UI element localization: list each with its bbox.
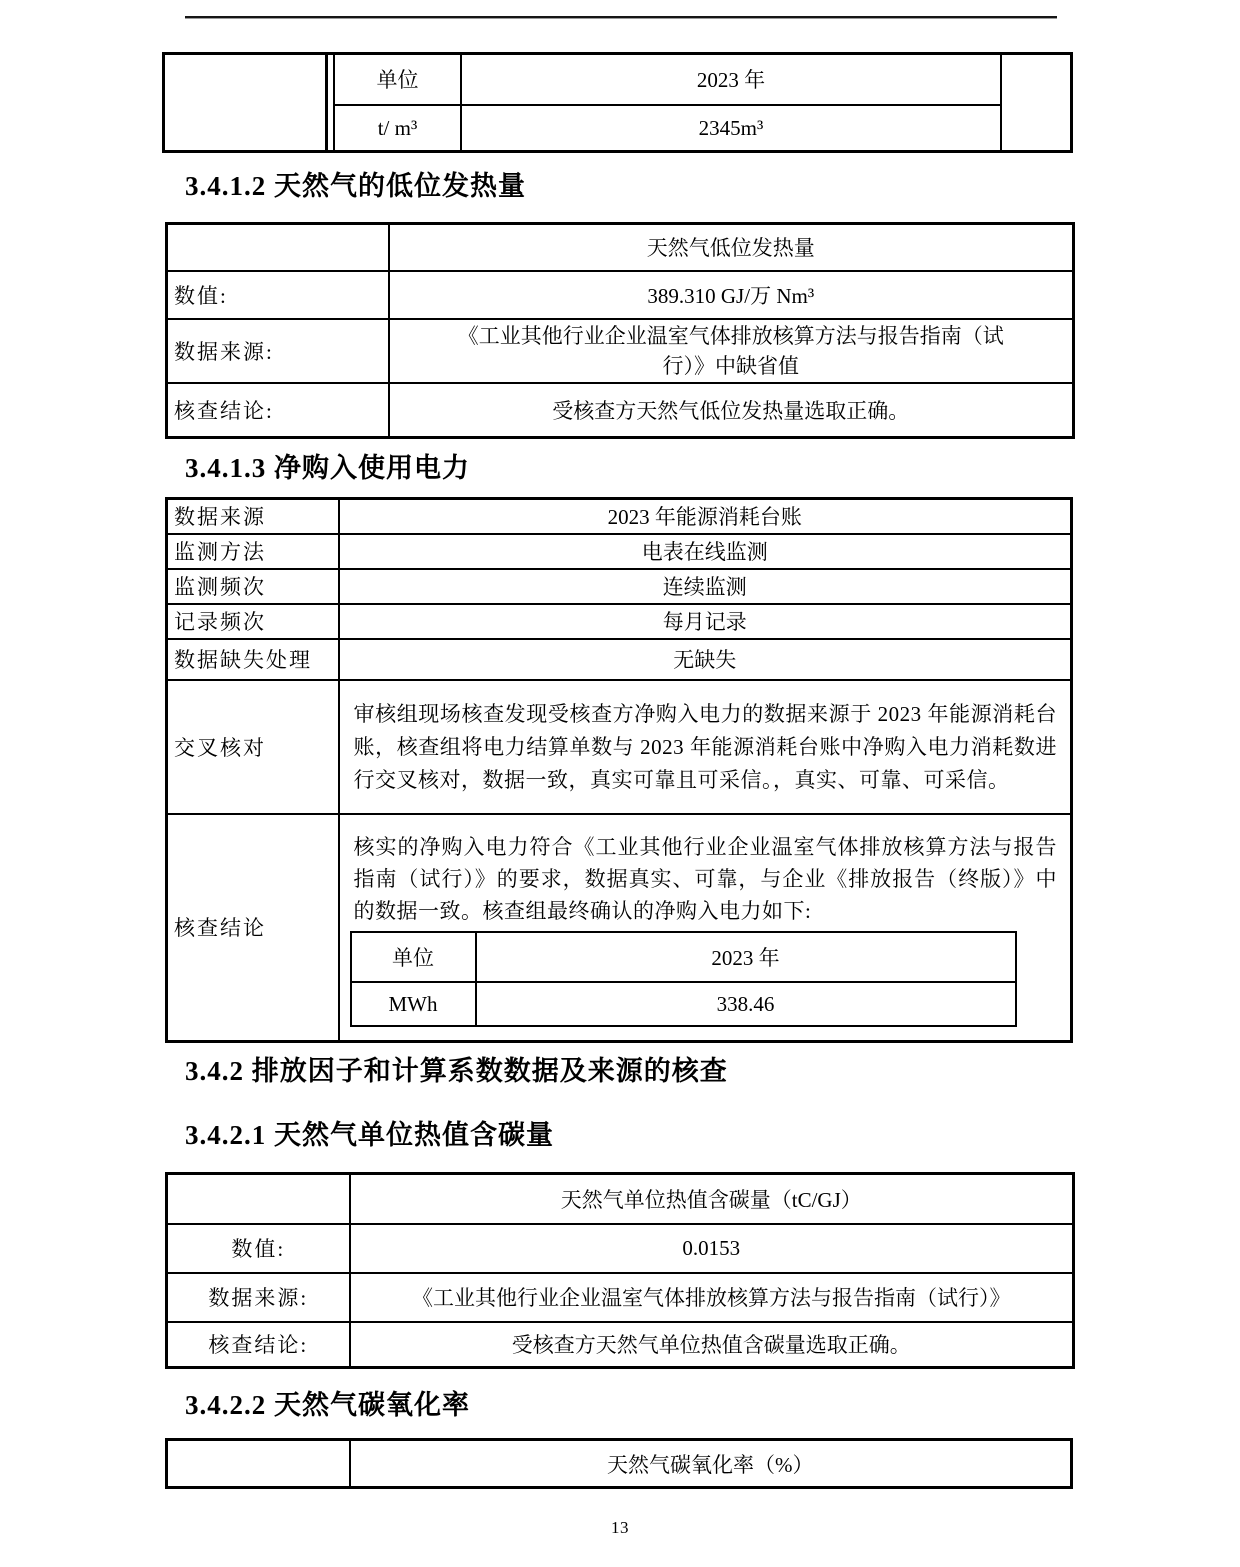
table-row (167, 569, 1072, 604)
row-label: 交叉核对 (167, 680, 339, 814)
year-header-cell: 2023 年 (476, 932, 1016, 982)
row-label: 数据来源 (167, 499, 339, 534)
row-label: 核查结论: (167, 383, 389, 438)
row-label: 数据缺失处理 (167, 639, 339, 680)
table-row (167, 534, 1072, 569)
oxidation-rate-table (165, 1438, 1073, 1489)
unit-header-cell: 单位 (351, 932, 476, 982)
row-value: 受核查方天然气单位热值含碳量选取正确。 (350, 1322, 1074, 1368)
value-cell: 338.46 (476, 982, 1016, 1026)
row-label: 核查结论 (167, 814, 339, 1042)
row-label: 数值: (167, 271, 389, 319)
page-header-rule (185, 16, 1057, 19)
table-row (334, 105, 1001, 152)
table-column-divider (325, 55, 328, 150)
row-value: 389.310 GJ/万 Nm³ (389, 271, 1074, 319)
row-value (339, 814, 1072, 1042)
heading-3-4-1-3: 3.4.1.3 净购入使用电力 (185, 453, 470, 483)
row-label: 记录频次 (167, 604, 339, 639)
table-row (167, 271, 1074, 319)
table-row (167, 1273, 1074, 1322)
table-row (167, 1224, 1074, 1273)
row-label: 监测频次 (167, 569, 339, 604)
row-value: 连续监测 (339, 569, 1072, 604)
unit-cell: MWh (351, 982, 476, 1026)
table-header-cell: 天然气单位热值含碳量（tC/GJ） (350, 1174, 1074, 1224)
table-row (167, 604, 1072, 639)
row-value: 受核查方天然气低位发热量选取正确。 (389, 383, 1074, 438)
electricity-table (165, 497, 1073, 1043)
row-value: 无缺失 (339, 639, 1072, 680)
row-label: 监测方法 (167, 534, 339, 569)
row-label: 数值: (167, 1224, 350, 1273)
table-header-cell: 天然气低位发热量 (389, 224, 1074, 271)
unit-header-cell: 单位 (334, 53, 461, 105)
row-label: 数据来源: (167, 1273, 350, 1322)
table-row (351, 982, 1016, 1026)
table-row (167, 1440, 1072, 1488)
row-value-text: 《工业其他行业企业温室气体排放核算方法与报告指南（试行）》中缺省值 (457, 323, 1004, 378)
value-cell: 2345m³ (461, 105, 1001, 152)
table-row (167, 224, 1074, 271)
table-row (167, 639, 1072, 680)
row-value: 《工业其他行业企业温室气体排放核算方法与报告指南（试行）》 (350, 1273, 1074, 1322)
unit-cell: t/ m³ (334, 105, 461, 152)
row-value: 0.0153 (350, 1224, 1074, 1273)
table-row (167, 319, 1074, 383)
row-value (389, 319, 1074, 383)
empty-cell (167, 224, 389, 271)
row-value (339, 680, 1072, 814)
table-row (167, 814, 1072, 1042)
heading-3-4-1-2: 3.4.1.2 天然气的低位发热量 (185, 171, 526, 201)
empty-cell (167, 1440, 350, 1488)
heading-3-4-2: 3.4.2 排放因子和计算系数数据及来源的核查 (185, 1056, 728, 1086)
table-row (167, 1322, 1074, 1368)
table-header-cell: 天然气碳氧化率（%） (350, 1440, 1072, 1488)
heading-3-4-2-1: 3.4.2.1 天然气单位热值含碳量 (185, 1120, 554, 1150)
year-header-cell: 2023 年 (461, 53, 1001, 105)
page-number: 13 (611, 1518, 629, 1537)
table-row (167, 1174, 1074, 1224)
row-label: 核查结论: (167, 1322, 350, 1368)
table-row (167, 383, 1074, 438)
row-value: 2023 年能源消耗台账 (339, 499, 1072, 534)
row-label: 数据来源: (167, 319, 389, 383)
table-row (167, 499, 1072, 534)
ncv-table (165, 222, 1075, 439)
heading-3-4-2-2: 3.4.2.2 天然气碳氧化率 (185, 1390, 470, 1420)
cross-check-text: 审核组现场核查发现受核查方净购入电力的数据来源于 2023 年能源消耗台账，核查组将电力结算单数与 2023 年能源消耗台账中净购入电力消耗数进行交叉核对，数据一致，真实可靠且可采信。，真实、可靠、可采信。 (353, 701, 1057, 792)
empty-cell (167, 1174, 350, 1224)
row-value: 电表在线监测 (339, 534, 1072, 569)
table-row (351, 932, 1016, 982)
carbon-content-table (165, 1172, 1075, 1369)
electricity-summary-table (350, 931, 1017, 1027)
gas-consumption-nested-table (333, 52, 1002, 153)
table-row (167, 680, 1072, 814)
conclusion-text: 核实的净购入电力符合《工业其他行业企业温室气体排放核算方法与报告指南（试行）》的要求，数据真实、可靠，与企业《排放报告（终版）》中的数据一致。核查组最终确认的净购入电力如下: (353, 835, 1057, 924)
table-row (334, 53, 1001, 105)
row-value: 每月记录 (339, 604, 1072, 639)
